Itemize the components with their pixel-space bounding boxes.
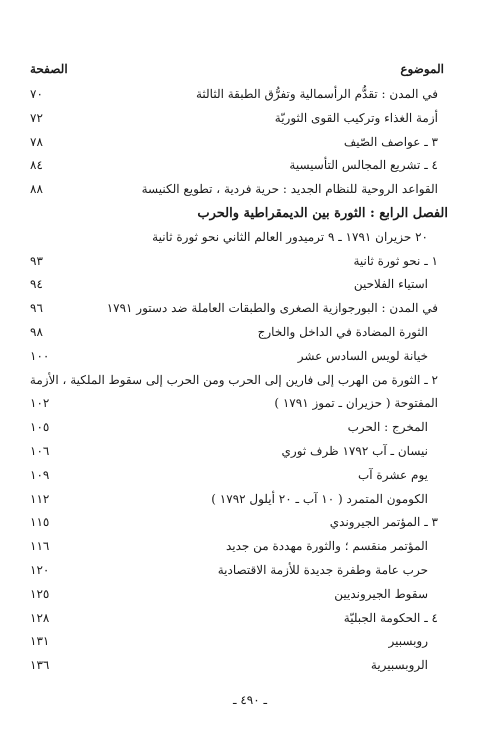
toc-entry <box>0 83 500 107</box>
toc-entry-title: ٤ ـ الحكومة الجبليّة <box>343 610 438 625</box>
page-column-heading: الصفحة <box>30 62 68 76</box>
toc-entry-title: الروبسبيرية <box>370 658 428 673</box>
toc-entry-title: ٢٠ حزيران ١٧٩١ ـ ٩ ترميدور العالم الثاني نحو ثورة ثانية <box>152 229 428 244</box>
toc-entry-title: في المدن : البورجوازية الصغرى والطبقات العاملة ضد دستور ١٧٩١ <box>106 301 438 316</box>
toc-entry-title: ٣ ـ عواصف الصّيف <box>343 134 438 149</box>
toc-entry-title: المفتوحة ( حزيران ـ تموز ١٧٩١ ) <box>274 396 438 411</box>
toc-entry-page: ١٠٢ <box>30 396 50 411</box>
toc-entry-title: المؤتمر منقسم ؛ والثورة مهددة من جديد <box>225 539 428 554</box>
toc-entry <box>0 226 500 250</box>
toc-entry-title: الثورة المضادة في الداخل والخارج <box>257 324 428 339</box>
toc-entry <box>0 273 500 297</box>
toc-entry-page: ١٠٥ <box>30 420 50 435</box>
toc-entry-page: ١٠٩ <box>30 467 50 482</box>
toc-entry-title: نيسان ـ آب ١٧٩٢ ظرف ثوري <box>281 443 428 458</box>
toc-entry-title: الفصل الرابع : الثورة بين الديمقراطية والحرب <box>197 205 448 221</box>
toc-entry-title: القواعد الروحية للنظام الجديد : حرية فردية ، تطويع الكنيسة <box>141 182 438 197</box>
toc-entry-page: ٧٠ <box>30 87 43 101</box>
toc-entry <box>0 416 500 440</box>
toc-entry-page: ١١٥ <box>30 515 50 530</box>
toc-entry <box>0 488 500 512</box>
toc-entry-title: ٤ ـ تشريع المجالس التأسيسية <box>289 158 438 173</box>
toc-entry-page: ٧٢ <box>30 110 43 125</box>
toc-entry-page: ١٢٨ <box>30 610 50 625</box>
toc-entry <box>0 464 500 488</box>
toc-entry-page: ٩٨ <box>30 324 43 339</box>
toc-entry-title: خيانة لويس السادس عشر <box>297 348 428 363</box>
toc-entry-page: ١١٢ <box>30 491 50 506</box>
toc-entry-title: أزمة الغذاء وتركيب القوى الثوريّة <box>274 110 438 125</box>
toc-entry-title: في المدن : تقدُّم الرأسمالية وتفرُّق الطبقة الثالثة <box>195 87 438 101</box>
toc-entry-page: ٩٤ <box>30 277 43 292</box>
toc-entry-page: ١٣١ <box>30 634 50 649</box>
toc-entry-page: ٨٨ <box>30 182 43 197</box>
toc-entry <box>0 607 500 631</box>
toc-entry-page: ١٠٠ <box>30 348 50 363</box>
toc-entry <box>0 178 500 202</box>
toc-entry <box>0 583 500 607</box>
toc-entry <box>0 321 500 345</box>
toc-entry-page: ١١٦ <box>30 539 50 554</box>
toc-entry <box>0 630 500 654</box>
toc-entry <box>0 369 500 393</box>
toc-entry <box>0 559 500 583</box>
toc-entry <box>0 511 500 535</box>
toc-entry-page: ١٠٦ <box>30 443 50 458</box>
toc-entry <box>0 297 500 321</box>
toc-entry-title: ٢ ـ الثورة من الهرب إلى فارين إلى الحرب ومن الحرب إلى سقوط الملكية ، الأزمة <box>29 372 438 387</box>
toc-entry <box>0 131 500 155</box>
toc-entry-title: سقوط الجيرونديين <box>334 586 428 601</box>
toc-entry-title: الكومون المتمرد ( ١٠ آب ـ ٢٠ أيلول ١٧٩٢ ) <box>211 491 428 506</box>
toc-entry-page: ١٢٠ <box>30 562 50 577</box>
toc-entries <box>0 83 500 678</box>
toc-entry <box>0 154 500 178</box>
toc-entry <box>0 654 500 678</box>
toc-entry-title: المخرج : الحرب <box>347 420 428 435</box>
toc-entry-page: ١٣٦ <box>30 658 50 673</box>
toc-entry-title: استياء الفلاحين <box>353 277 428 292</box>
subject-column-heading: الموضوع <box>400 62 444 76</box>
toc-entry-page: ٨٤ <box>30 158 43 173</box>
toc-entry-page: ٧٨ <box>30 134 43 149</box>
toc-entry-title: روبسبير <box>388 634 428 649</box>
toc-entry-page: ١٢٥ <box>30 586 50 601</box>
toc-entry <box>0 345 500 369</box>
toc-entry-page: ٩٦ <box>30 301 43 316</box>
toc-entry <box>0 107 500 131</box>
toc-entry <box>0 535 500 559</box>
page-number: ـ ٤٩٠ ـ <box>232 693 268 707</box>
toc-chapter-heading <box>0 202 500 226</box>
toc-entry-title: ١ ـ نحو ثورة ثانية <box>353 253 438 268</box>
toc-entry-page: ٩٣ <box>30 253 43 268</box>
toc-entry-title: ٣ ـ المؤتمر الجيروندي <box>329 515 438 530</box>
toc-entry <box>0 250 500 274</box>
toc-entry <box>0 392 500 416</box>
toc-entry <box>0 440 500 464</box>
toc-entry-title: يوم عشرة آب <box>357 467 428 482</box>
toc-entry-title: حرب عامة وطفرة جديدة للأزمة الاقتصادية <box>217 562 428 577</box>
